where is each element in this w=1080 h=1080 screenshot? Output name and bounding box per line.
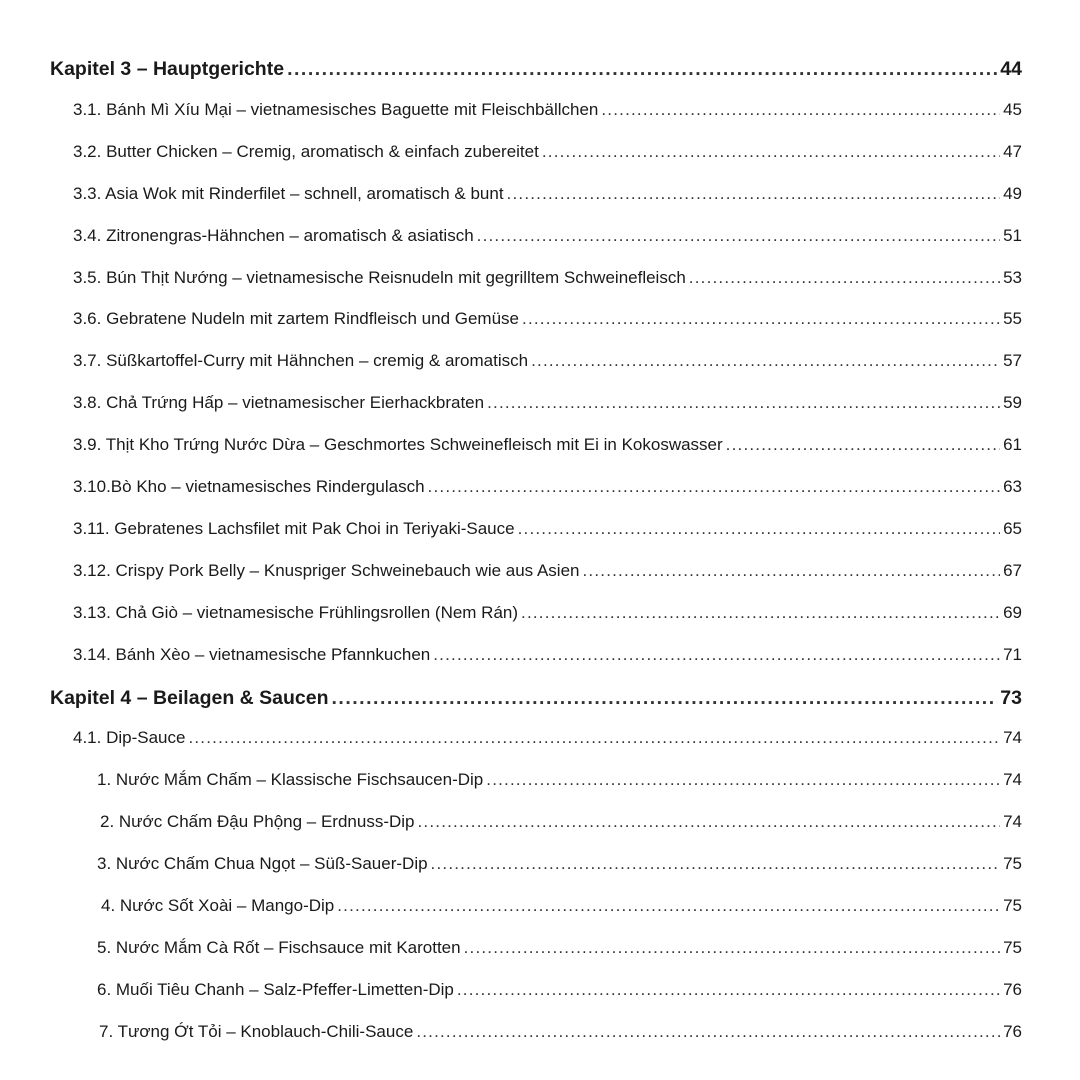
toc-entry-page-number: 65 — [1003, 518, 1022, 538]
toc-entry-page-number: 74 — [1003, 812, 1022, 832]
toc-section-entry[interactable] — [0, 435, 1080, 465]
dot-leader — [487, 393, 1000, 413]
toc-entry-page-number: 61 — [1003, 435, 1022, 455]
toc-entry-page-number: 71 — [1003, 644, 1022, 664]
toc-section-entry[interactable] — [0, 645, 1080, 675]
toc-entry-title: 3.6. Gebratene Nudeln mit zartem Rindfleisch und Gemüse — [73, 309, 520, 329]
toc-entry-title: 3.7. Süßkartoffel-Curry mit Hähnchen – cremig & aromatisch — [73, 351, 529, 371]
toc-subsection-entry[interactable] — [0, 854, 1080, 884]
toc-entry-title: 3.1. Bánh Mì Xíu Mại – vietnamesisches Baguette mit Fleischbällchen — [73, 99, 599, 119]
dot-leader — [431, 854, 1001, 874]
toc-entry-page-number: 75 — [1003, 854, 1022, 874]
toc-section-entry[interactable] — [0, 268, 1080, 298]
dot-leader — [418, 812, 1001, 832]
toc-entry-page-number: 75 — [1003, 937, 1022, 957]
toc-entry-title: Kapitel 3 – Hauptgerichte — [50, 58, 285, 80]
toc-section-entry[interactable] — [0, 226, 1080, 256]
toc-section-entry[interactable] — [0, 142, 1080, 172]
toc-entry-page-number: 73 — [1000, 686, 1022, 709]
toc-entry-title: 1. Nước Mắm Chấm – Klassische Fischsaucen-Dip — [97, 770, 484, 790]
toc-entry-title: 3.10.Bò Kho – vietnamesisches Rindergulasch — [73, 477, 425, 496]
toc-entry-title: 3.5. Bún Thịt Nướng – vietnamesische Reisnudeln mit gegrilltem Schweinefleisch — [73, 267, 686, 287]
toc-entry-title: 5. Nước Mắm Cà Rốt – Fischsauce mit Karotten — [97, 937, 461, 957]
toc-entry-title: 3.12. Crispy Pork Belly – Knuspriger Schweinebauch wie aus Asien — [73, 560, 580, 580]
toc-entry-title: 7. Tương Ớt Tỏi – Knoblauch-Chili-Sauce — [99, 1021, 414, 1041]
toc-entry-page-number: 44 — [1000, 58, 1022, 80]
dot-leader — [188, 728, 1000, 748]
dot-leader — [507, 184, 1001, 204]
toc-chapter-entry[interactable] — [0, 58, 1080, 88]
toc-entry-title: 3. Nước Chấm Chua Ngọt – Süß-Sauer-Dip — [97, 854, 428, 874]
toc-subsection-entry[interactable] — [0, 938, 1080, 968]
toc-entry-page-number: 76 — [1003, 979, 1022, 999]
dot-leader — [464, 938, 1000, 958]
dot-leader — [416, 1022, 1000, 1042]
toc-entry-page-number: 55 — [1003, 309, 1022, 329]
dot-leader — [433, 645, 1000, 665]
toc-entry-title: 4.1. Dip-Sauce — [73, 728, 186, 748]
toc-section-entry[interactable] — [0, 393, 1080, 423]
dot-leader — [521, 603, 1000, 623]
dot-leader — [689, 268, 1000, 288]
toc-entry-page-number: 67 — [1003, 560, 1022, 580]
toc-entry-title: 3.2. Butter Chicken – Cremig, aromatisch & einfach zubereitet — [73, 141, 539, 161]
toc-section-entry[interactable] — [0, 561, 1080, 591]
toc-entry-page-number: 76 — [1003, 1021, 1022, 1041]
toc-entry-page-number: 63 — [1003, 477, 1022, 496]
toc-subsection-entry[interactable] — [0, 812, 1080, 842]
toc-entry-title: 3.4. Zitronengras-Hähnchen – aromatisch & asiatisch — [73, 225, 474, 245]
toc-subsection-entry[interactable] — [0, 896, 1080, 926]
toc-entry-title: 3.14. Bánh Xèo – vietnamesische Pfannkuchen — [73, 644, 431, 664]
toc-section-entry[interactable] — [0, 477, 1080, 507]
dot-leader — [428, 477, 1001, 497]
toc-entry-title: Kapitel 4 – Beilagen & Saucen — [50, 686, 329, 709]
toc-entry-page-number: 49 — [1003, 183, 1022, 203]
toc-entry-page-number: 59 — [1003, 393, 1022, 413]
toc-entry-title: 3.11. Gebratenes Lachsfilet mit Pak Choi in Teriyaki-Sauce — [73, 518, 515, 538]
toc-section-entry[interactable] — [0, 100, 1080, 130]
toc-entry-page-number: 57 — [1003, 351, 1022, 371]
toc-entry-title: 4. Nước Sốt Xoài – Mango-Dip — [101, 896, 335, 915]
dot-leader — [601, 100, 1000, 120]
toc-entry-page-number: 75 — [1003, 896, 1022, 915]
dot-leader — [457, 980, 1000, 1000]
toc-subsection-entry[interactable] — [0, 770, 1080, 800]
dot-leader — [477, 226, 1000, 246]
dot-leader — [542, 142, 1000, 162]
toc-entry-page-number: 53 — [1003, 267, 1022, 287]
dot-leader — [518, 519, 1000, 539]
toc-entry-page-number: 69 — [1003, 602, 1022, 622]
dot-leader — [287, 58, 997, 81]
toc-entry-page-number: 74 — [1003, 770, 1022, 790]
toc-section-entry[interactable] — [0, 519, 1080, 549]
toc-subsection-entry[interactable] — [0, 980, 1080, 1010]
toc-section-entry[interactable] — [0, 603, 1080, 633]
toc-entry-title: 6. Muối Tiêu Chanh – Salz-Pfeffer-Limetten-Dip — [97, 979, 454, 999]
toc-entry-page-number: 51 — [1003, 225, 1022, 245]
toc-section-entry[interactable] — [0, 351, 1080, 381]
dot-leader — [583, 561, 1001, 581]
toc-section-entry[interactable] — [0, 184, 1080, 214]
toc-chapter-entry[interactable] — [0, 687, 1080, 717]
toc-entry-title: 2. Nước Chấm Đậu Phộng – Erdnuss-Dip — [100, 812, 415, 832]
toc-entry-title: 3.9. Thịt Kho Trứng Nước Dừa – Geschmortes Schweinefleisch mit Ei in Kokoswasser — [73, 435, 723, 455]
toc-entry-title: 3.8. Chả Trứng Hấp – vietnamesischer Eierhackbraten — [73, 393, 485, 413]
dot-leader — [332, 687, 998, 710]
toc-entry-page-number: 47 — [1003, 141, 1022, 161]
dot-leader — [486, 770, 1000, 790]
toc-entry-page-number: 45 — [1003, 99, 1022, 119]
toc-subsection-entry[interactable] — [0, 1022, 1080, 1052]
toc-entry-title: 3.3. Asia Wok mit Rinderfilet – schnell, aromatisch & bunt — [73, 183, 504, 203]
toc-section-entry[interactable] — [0, 309, 1080, 339]
dot-leader — [337, 896, 1000, 916]
toc-section-entry[interactable] — [0, 728, 1080, 758]
toc-entry-page-number: 74 — [1003, 728, 1022, 748]
dot-leader — [531, 351, 1000, 371]
dot-leader — [522, 309, 1000, 329]
dot-leader — [726, 435, 1000, 455]
toc-entry-title: 3.13. Chả Giò – vietnamesische Frühlingsrollen (Nem Rán) — [73, 602, 519, 622]
